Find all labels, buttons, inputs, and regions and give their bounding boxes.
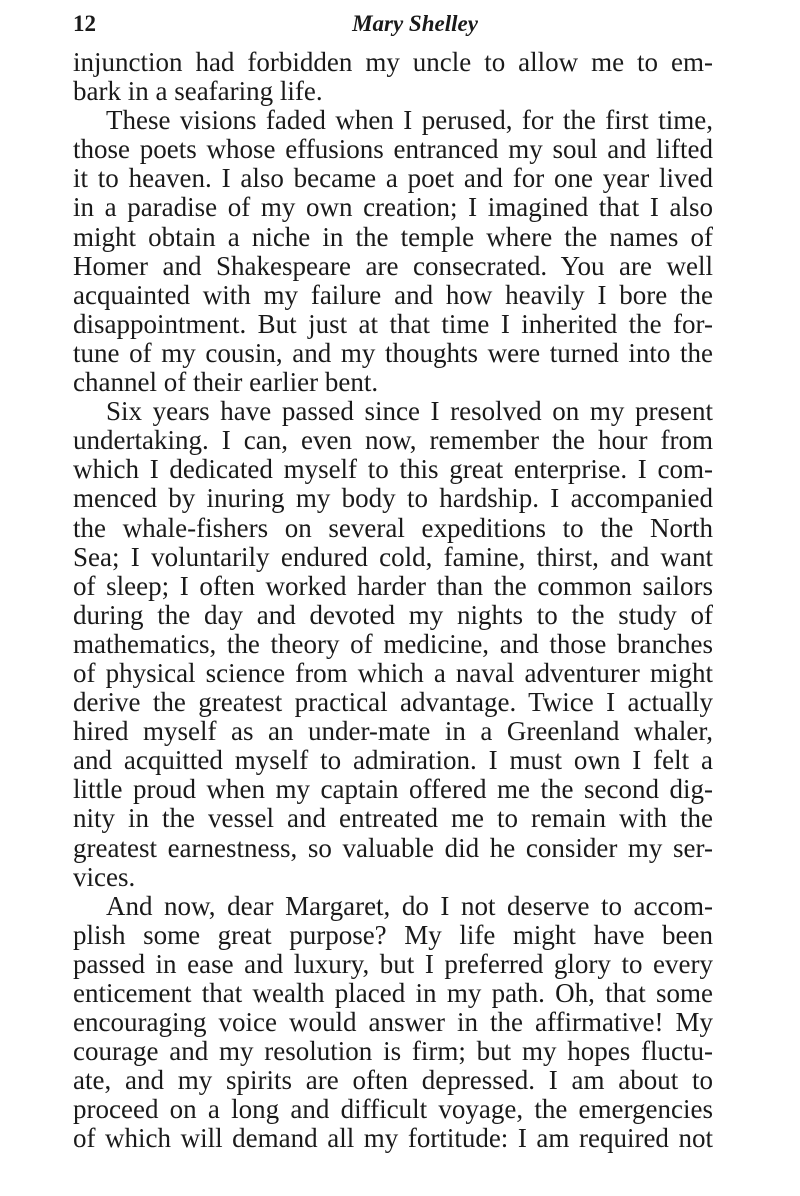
paragraph — [73, 48, 713, 106]
text-line: menced by inuring my body to hardship. I accompanied — [73, 483, 713, 514]
body-text — [73, 48, 713, 1154]
text-line: derive the greatest practical advantage. Twice I actually — [73, 687, 713, 718]
text-line: ate, and my spirits are often depressed. I am about to — [73, 1065, 713, 1096]
text-line: hired myself as an under-mate in a Greenland whaler, — [73, 716, 713, 747]
text-line: injunction had forbidden my uncle to allow me to em- — [73, 47, 713, 77]
text-line: and acquitted myself to admiration. I must own I felt a — [73, 745, 713, 776]
paragraph — [73, 397, 713, 892]
text-line: enticement that wealth placed in my path. Oh, that some — [73, 978, 713, 1008]
text-line: of which will demand all my fortitude: I am required not — [73, 1123, 713, 1154]
text-line: Six years have passed since I resolved on my present — [106, 396, 713, 427]
text-line: passed in ease and luxury, but I preferred glory to every — [73, 948, 713, 979]
text-line: during the day and devoted my nights to the study of — [73, 599, 713, 630]
text-line: greatest earnestness, so valuable did he consider my ser- — [73, 832, 713, 863]
text-line: nity in the vessel and entreated me to remain with the — [73, 803, 713, 834]
text-line: of physical science from which a naval adventurer might — [73, 657, 713, 688]
text-line: And now, dear Margaret, do I not deserve to accom- — [106, 890, 713, 921]
text-line: tune of my cousin, and my thoughts were turned into the — [73, 337, 713, 368]
text-line: little proud when my captain offered me the second dig- — [73, 774, 713, 805]
paragraph — [73, 106, 713, 397]
running-head — [73, 8, 713, 48]
text-line: These visions faded when I perused, for the first time, — [106, 105, 713, 136]
text-line: disappointment. But just at that time I inherited the for- — [73, 308, 713, 339]
text-line: those poets whose effusions entranced my soul and lifted — [73, 134, 713, 165]
paragraph — [73, 892, 713, 1154]
text-line: acquainted with my failure and how heavily I bore the — [73, 279, 713, 310]
text-line: proceed on a long and difficult voyage, the emergencies — [73, 1094, 713, 1125]
text-line: mathematics, the theory of medicine, and those branches — [73, 628, 713, 659]
text-line: vices. — [73, 861, 136, 892]
text-line: which I dedicated myself to this great enterprise. I com- — [73, 454, 713, 485]
text-line: of sleep; I often worked harder than the common sailors — [73, 570, 713, 601]
book-page — [73, 8, 713, 1154]
text-line: Homer and Shakespeare are consecrated. You are well — [73, 250, 713, 281]
running-title: Mary Shelley — [352, 11, 478, 36]
text-line: undertaking. I can, even now, remember the hour from — [73, 425, 713, 456]
text-line: courage and my resolution is firm; but my hopes fluctu- — [73, 1036, 713, 1067]
text-line: in a paradise of my own creation; I imagined that I also — [73, 192, 713, 223]
text-line: the whale-fishers on several expeditions to the North — [73, 512, 713, 543]
text-line: Sea; I voluntarily endured cold, famine, thirst, and want — [73, 541, 713, 572]
text-line: encouraging voice would answer in the affirmative! My — [73, 1007, 713, 1038]
text-line: plish some great purpose? My life might have been — [73, 919, 713, 950]
text-line: channel of their earlier bent. — [73, 367, 379, 398]
text-line: it to heaven. I also became a poet and for one year lived — [73, 163, 713, 194]
text-line: bark in a seafaring life. — [73, 76, 323, 107]
text-line: might obtain a niche in the temple where the names of — [73, 221, 713, 252]
page-number: 12 — [73, 11, 96, 36]
